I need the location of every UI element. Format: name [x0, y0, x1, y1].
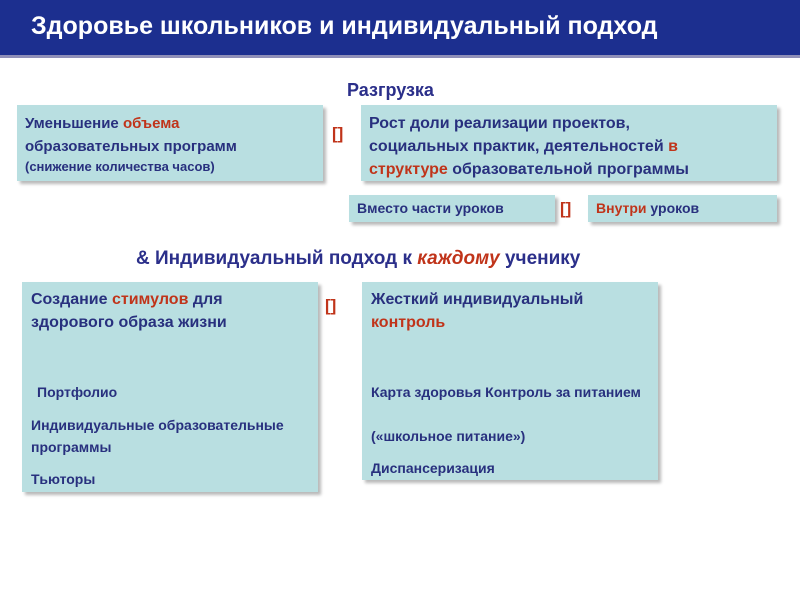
projects-text-2: социальных практик, деятельностей	[369, 138, 669, 155]
projects-highlight-2: структуре	[369, 161, 448, 178]
reduce-volume-text-1: Уменьшение	[25, 115, 123, 132]
individual-heading-text-1: Индивидуальный подход к	[155, 248, 418, 269]
instead-of-lessons-box	[349, 195, 555, 222]
incentives-box	[22, 282, 318, 492]
title-bar	[0, 0, 800, 55]
incentives-title-1: Создание	[31, 291, 112, 308]
ampersand-symbol: &	[136, 248, 155, 269]
health-card-item: Карта здоровья Контроль за питанием	[371, 384, 641, 400]
projects-text-1: Рост доли реализации проектов,	[369, 115, 630, 132]
incentives-highlight: стимулов	[111, 291, 189, 308]
inside-lessons-highlight: Внутри	[596, 200, 647, 216]
medical-checkup-item: Диспансеризация	[371, 460, 495, 476]
section-heading-individual	[136, 248, 580, 270]
projects-text-3: образовательной программы	[447, 161, 689, 178]
instead-of-lessons-label: Вместо части уроков	[357, 200, 504, 216]
strict-control-title-1: Жесткий индивидуальный	[371, 291, 584, 308]
reduce-volume-box	[17, 105, 323, 181]
individual-programs-item: Индивидуальные образовательные программы	[31, 417, 284, 455]
projects-share-box	[361, 105, 777, 181]
tutors-item: Тьюторы	[31, 471, 96, 487]
reduce-volume-highlight: объема	[122, 115, 180, 132]
header-divider	[0, 55, 800, 58]
projects-highlight-1: в	[668, 138, 678, 155]
page-title: Здоровье школьников и индивидуальный подход	[31, 12, 658, 40]
incentives-title-2: для	[188, 291, 223, 308]
reduce-volume-text-2: образовательных программ	[25, 138, 237, 155]
bracket-symbol-icon: []	[325, 296, 337, 315]
individual-heading-text-2: ученику	[499, 248, 581, 269]
strict-control-box	[362, 282, 658, 480]
bracket-symbol-icon: []	[332, 124, 344, 143]
school-nutrition-item: («школьное питание»)	[371, 428, 526, 444]
strict-control-highlight: контроль	[371, 314, 446, 331]
individual-heading-highlight: каждому	[417, 248, 500, 269]
bracket-symbol-icon: []	[560, 199, 572, 218]
inside-lessons-label: уроков	[646, 200, 700, 216]
section-heading-unloading: Разгрузка	[347, 80, 434, 100]
portfolio-item: Портфолио	[37, 384, 118, 400]
reduce-volume-note: (снижение количества часов)	[25, 159, 215, 174]
incentives-title-3: здорового образа жизни	[31, 314, 227, 331]
inside-lessons-box	[588, 195, 777, 222]
